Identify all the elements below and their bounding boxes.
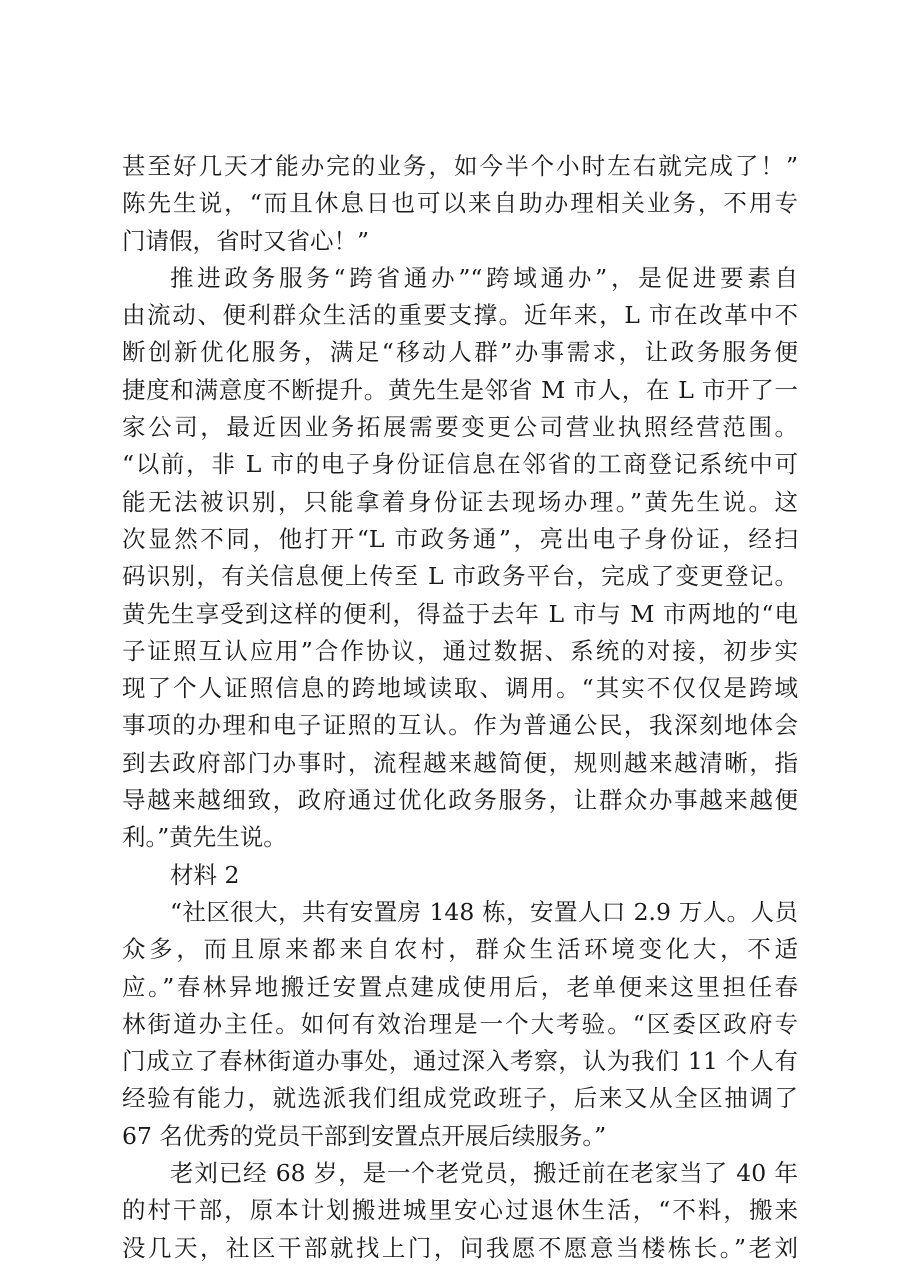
text-line: 子证照互认应用”合作协议，通过数据、系统的对接，初步实 [122, 636, 798, 665]
body-text [122, 148, 798, 1267]
text-line: 材料 2 [170, 860, 240, 889]
text-line: 门请假，省时又省心！” [122, 226, 370, 255]
text-line: 老刘已经 68 岁，是一个老党员，搬迁前在老家当了 40 年 [170, 1159, 798, 1188]
text-line: 捷度和满意度不断提升。黄先生是邻省 M 市人，在 L 市开了一 [122, 375, 798, 404]
text-line: 利。”黄先生说。 [122, 823, 287, 852]
text-line: 导越来越细致，政府通过优化政务服务，让群众办事越来越便 [122, 786, 798, 815]
text-line: 现了个人证照信息的跨地域读取、调用。“其实不仅仅是跨域 [122, 674, 798, 703]
text-line: “社区很大，共有安置房 148 栋，安置人口 2.9 万人。人员 [170, 897, 798, 926]
text-line: 断创新优化服务，满足“移动人群”办事需求，让政务服务便 [122, 338, 798, 367]
text-line: 门成立了春林街道办事处，通过深入考察，认为我们 11 个人有 [122, 1047, 798, 1076]
text-line: 由流动、便利群众生活的重要支撑。近年来，L 市在改革中不 [122, 301, 798, 330]
text-line: “以前，非 L 市的电子身份证信息在邻省的工商登记系统中可 [122, 450, 798, 479]
text-line: 的村干部，原本计划搬进城里安心过退休生活，“不料，搬来 [122, 1196, 798, 1225]
text-line: 陈先生说，“而且休息日也可以来自助办理相关业务，不用专 [122, 189, 798, 218]
text-line: 家公司，最近因业务拓展需要变更公司营业执照经营范围。 [122, 413, 798, 442]
text-line: 次显然不同，他打开“L 市政务通”，亮出电子身份证，经扫 [122, 524, 798, 553]
text-line: 应。”春林异地搬迁安置点建成使用后，老单便来这里担任春 [122, 972, 798, 1001]
text-line: 甚至好几天才能办完的业务，如今半个小时左右就完成了！” [122, 152, 798, 180]
text-line: 黄先生享受到这样的便利，得益于去年 L 市与 M 市两地的“电 [122, 599, 798, 628]
text-line: 推进政务服务“跨省通办”“跨域通办”，是促进要素自 [170, 263, 798, 292]
text-line: 事项的办理和电子证照的互认。作为普通公民，我深刻地体会 [122, 711, 798, 740]
text-line: 没几天，社区干部就找上门，问我愿不愿意当楼栋长。”老刘 [122, 1233, 798, 1262]
text-line: 67 名优秀的党员干部到安置点开展后续服务。” [122, 1121, 607, 1150]
text-line: 众多，而且原来都来自农村，群众生活环境变化大，不适 [122, 935, 798, 964]
text-line: 经验有能力，就选派我们组成党政班子，后来又从全区抽调了 [122, 1084, 798, 1113]
text-line: 到去政府部门办事时，流程越来越简便，规则越来越清晰，指 [122, 748, 798, 777]
text-line: 林街道办主任。如何有效治理是一个大考验。“区委区政府专 [122, 1009, 798, 1038]
text-line: 能无法被识别，只能拿着身份证去现场办理。”黄先生说。这 [122, 487, 798, 516]
text-line: 码识别，有关信息便上传至 L 市政务平台，完成了变更登记。 [122, 562, 798, 591]
